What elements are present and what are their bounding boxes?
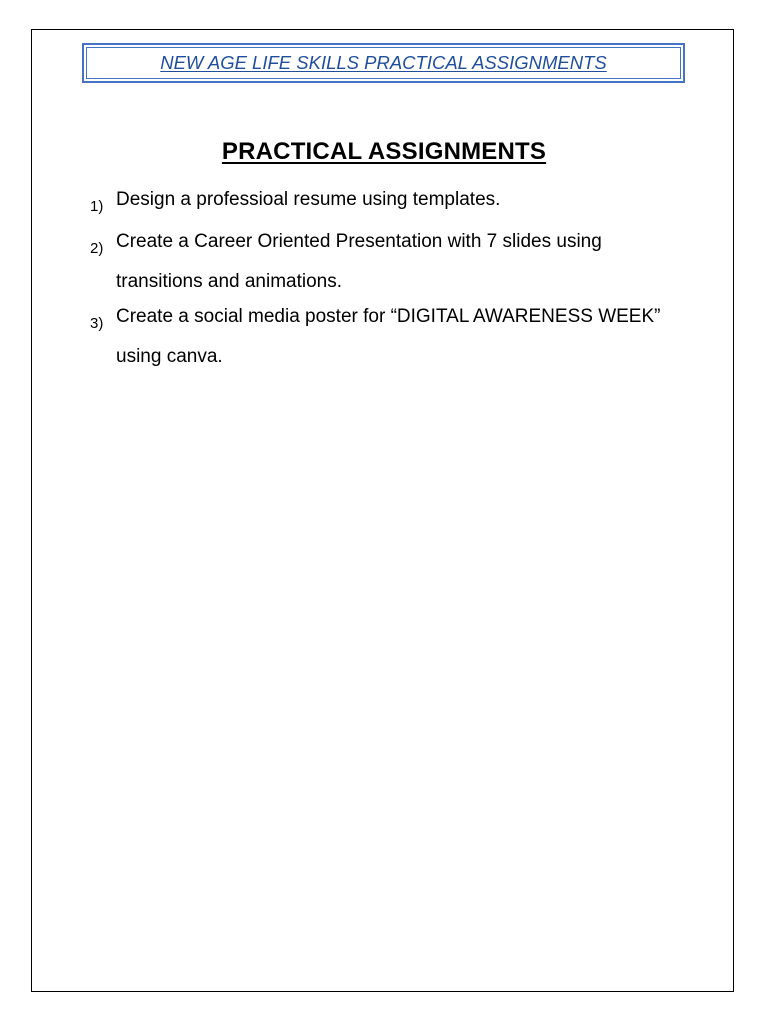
list-item-number: 3) (90, 315, 104, 332)
list-item-number: 1) (90, 198, 104, 215)
page-title: PRACTICAL ASSIGNMENTS (221, 138, 547, 165)
header-box (82, 43, 685, 83)
list-item (90, 186, 690, 227)
list-item-number: 2) (90, 240, 104, 257)
page-border (31, 29, 734, 992)
list-item-text: Create a Career Oriented Presentation with 7 slides using transitions and animations. (116, 231, 602, 292)
list-item (90, 228, 690, 302)
header-title: NEW AGE LIFE SKILLS PRACTICAL ASSIGNMENTS (160, 52, 607, 73)
list-item-text: Design a professioal resume using templates. (116, 189, 501, 210)
header-inner-frame (86, 47, 681, 79)
list-item (90, 303, 690, 377)
list-item-text: Create a social media poster for “DIGITAL AWARENESS WEEK” using canva. (116, 306, 661, 367)
assignment-list (90, 186, 690, 378)
